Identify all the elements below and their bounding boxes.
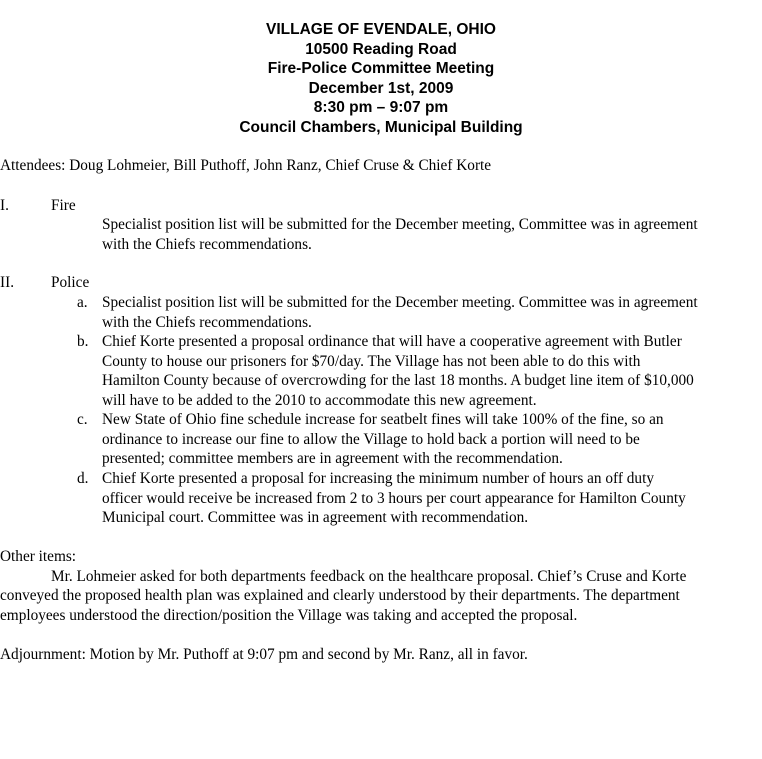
paragraph-line: County to house our prisoners for $70/day. The Village has not been able to do this with [102,352,641,370]
list-marker: b. [77,333,89,350]
document-header [0,20,762,138]
section-numeral: II. [0,274,15,291]
header-date: December 1st, 2009 [308,79,454,97]
paragraph-line: employees understood the direction/position the Village was taking and accepted the proposal. [0,607,578,624]
list-item-text [102,293,762,332]
paragraph-line: with the Chiefs recommendations. [102,313,312,331]
paragraph-line: New State of Ohio fine schedule increase for seatbelt fines will take 100% of the fine, so an [102,411,664,428]
list-marker: a. [77,294,88,311]
header-time: 8:30 pm – 9:07 pm [313,99,449,117]
list-item-text [102,332,762,410]
paragraph-line: Chief Korte presented a proposal for increasing the minimum number of hours an off duty [102,470,654,487]
paragraph-line: presented; committee members are in agreement with the recommendation. [102,450,563,467]
list-item-text [102,469,762,528]
paragraph-line: will have to be added to the 2010 to accommodate this new agreement. [102,391,537,409]
section-title: Fire [51,197,76,214]
header-location: Council Chambers, Municipal Building [239,118,523,136]
section-numeral: I. [0,197,9,214]
paragraph-line: Mr. Lohmeier asked for both departments feedback on the healthcare proposal. Chief’s Cruse and Korte [51,568,687,585]
list-item-text [102,410,762,469]
attendees-line: Attendees: Doug Lohmeier, Bill Puthoff, John Ranz, Chief Cruse & Chief Korte [0,157,492,174]
header-meeting: Fire-Police Committee Meeting [267,60,495,78]
paragraph-line: conveyed the proposed health plan was explained and clearly understood by their departments. The department [0,587,680,604]
paragraph-line: Specialist position list will be submitted for the December meeting. Committee was in agreement [102,294,698,311]
section-title: Police [51,274,90,291]
fire-paragraph [102,215,762,254]
other-heading: Other items: [0,548,77,565]
paragraph-line: ordinance to increase our fine to allow the Village to hold back a portion will need to be [102,430,640,448]
paragraph-line: Chief Korte presented a proposal ordinance that will have a cooperative agreement with Butler [102,333,682,350]
paragraph-line: officer would receive be increased from 2 to 3 hours per court appearance for Hamilton County [102,489,686,507]
list-marker: c. [77,411,88,428]
list-marker: d. [77,470,89,487]
paragraph-line: Municipal court. Committee was in agreement with recommendation. [102,509,529,526]
paragraph-line: Hamilton County because of overcrowding for the last 18 months. A budget line item of $10,000 [102,372,694,389]
paragraph-line: with the Chiefs recommendations. [102,235,312,253]
header-address: 10500 Reading Road [305,40,457,58]
header-org: VILLAGE OF EVENDALE, OHIO [266,21,496,38]
adjournment-line: Adjournment: Motion by Mr. Puthoff at 9:07 pm and second by Mr. Ranz, all in favor. [0,646,528,663]
paragraph-line: Specialist position list will be submitted for the December meeting, Committee was in agreement [102,216,698,233]
